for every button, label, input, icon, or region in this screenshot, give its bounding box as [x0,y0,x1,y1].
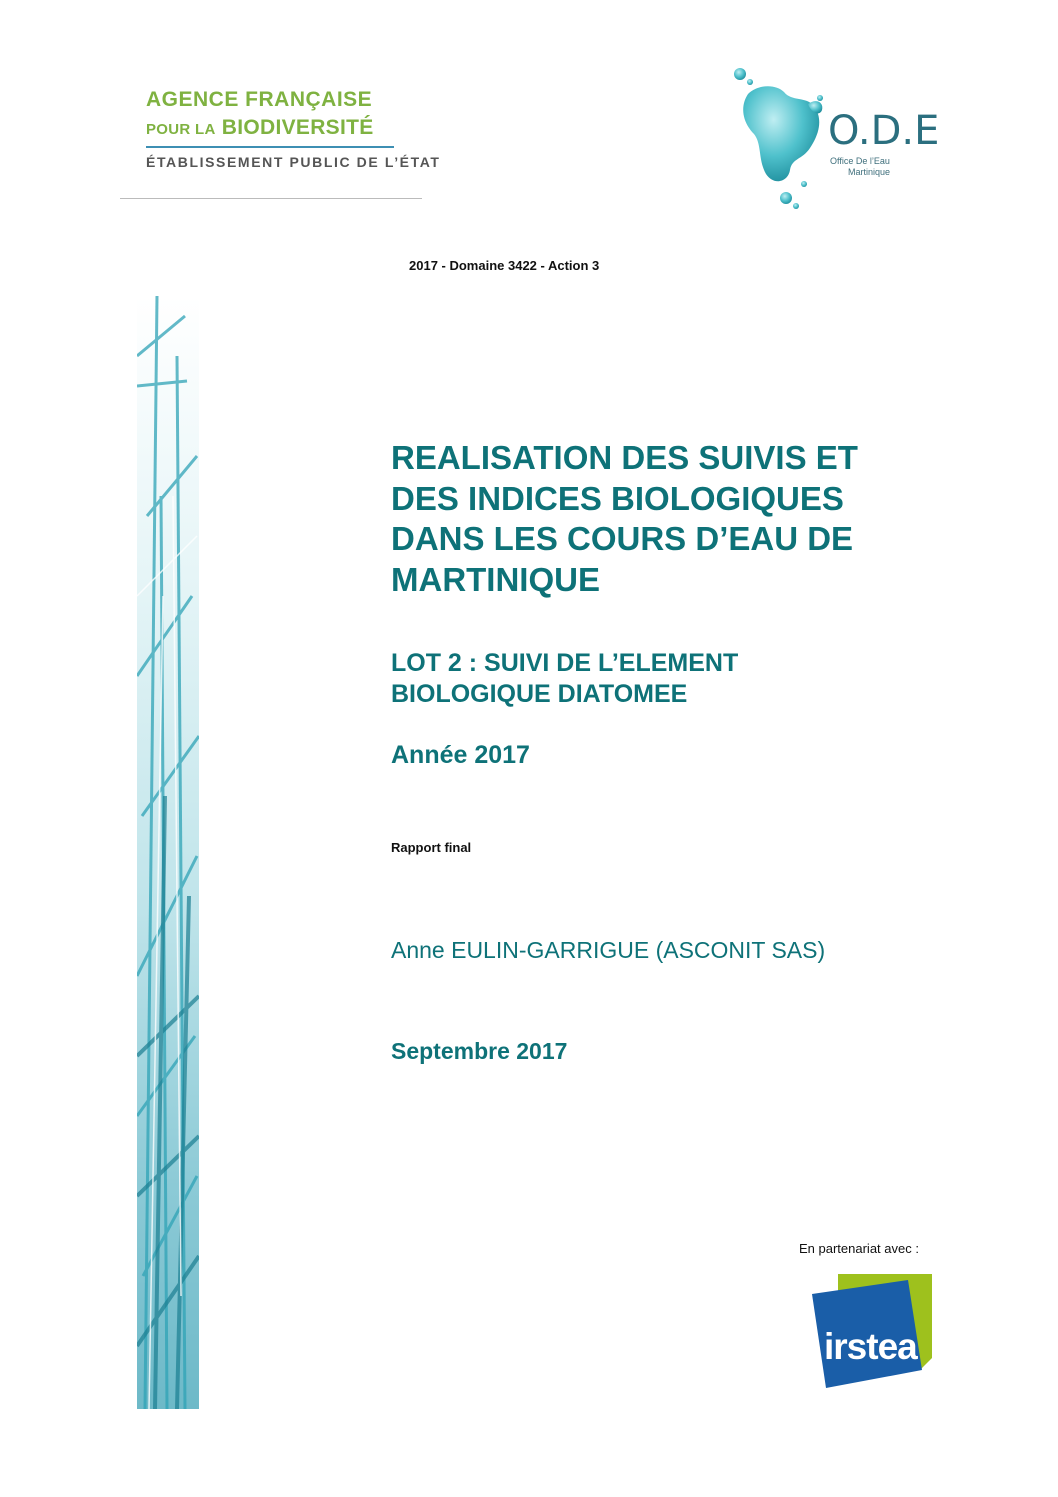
report-subtitle-line-2: BIOLOGIQUE DIATOMEE [391,680,688,708]
afb-logo-line2-prefix: POUR LA [146,121,216,138]
afb-logo-rule [146,146,394,148]
report-subtitle-line-1: LOT 2 : SUIVI DE L’ELEMENT [391,649,739,677]
ode-logo-subtitle-1: Office De l’Eau [830,156,890,166]
afb-logo-line1: AGENCE FRANÇAISE [146,88,373,111]
report-title [391,438,931,600]
ode-logo-text: O.D.E [828,108,940,154]
report-title-line-2: DES INDICES BIOLOGIQUES [391,479,844,517]
partner-label: En partenariat avec : [799,1241,919,1256]
afb-logo-line3: ÉTABLISSEMENT PUBLIC DE L’ÉTAT [146,154,441,170]
ode-water-splash-icon [728,64,838,210]
report-title-line-1: REALISATION DES SUIVIS ET [391,439,858,476]
ode-logo-subtitle-2: Martinique [848,167,891,177]
irstea-logo-text: irstea [824,1326,917,1367]
reeds-photo-strip [137,296,199,1409]
report-type: Rapport final [391,840,472,855]
afb-logo [120,88,441,200]
report-title-line-4: MARTINIQUE [391,560,600,598]
afb-logo-line2 [146,116,374,140]
report-subtitle [391,648,911,710]
afb-logo-line2-main: BIODIVERSITÉ [221,116,374,139]
report-author: Anne EULIN-GARRIGUE (ASCONIT SAS) [391,937,826,963]
report-date: Septembre 2017 [391,1038,568,1064]
header-divider [120,198,422,199]
ode-logo [728,64,940,210]
report-title-line-3: DANS LES COURS D’EAU DE [391,520,854,557]
report-year: Année 2017 [391,741,530,769]
irstea-logo [812,1274,932,1390]
domain-action-line: 2017 - Domaine 3422 - Action 3 [409,258,600,273]
